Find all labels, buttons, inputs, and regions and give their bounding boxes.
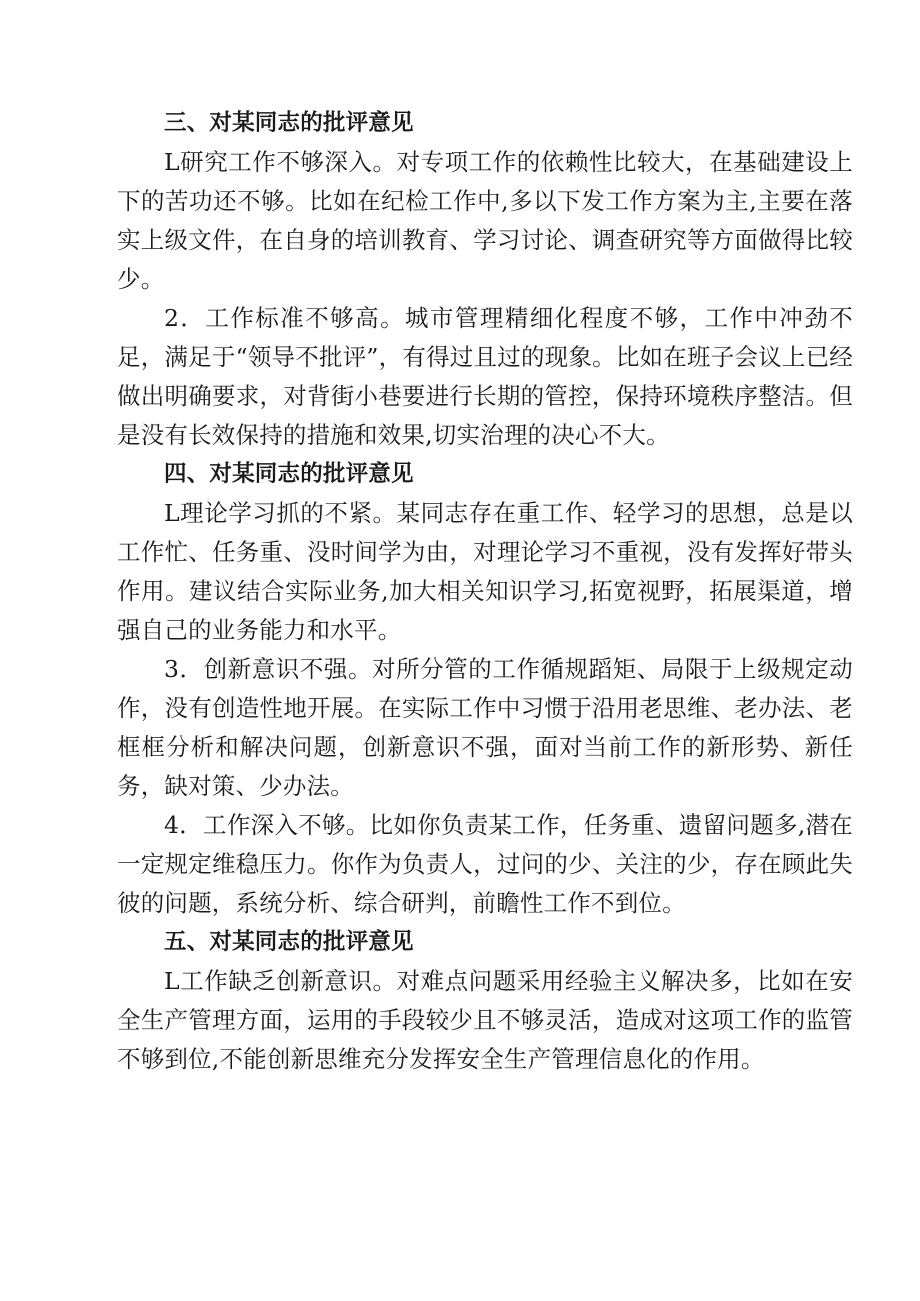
paragraph: 2．工作标准不够高。城市管理精细化程度不够，工作中冲劲不足，满足于“领导不批评”，有得过且过的现象。比如在班子会议上已经做出明确要求，对背街小巷要进行长期的管控，保持环境秩序整洁。但是没有长效保持的措施和效果,切实治理的决心不大。 xyxy=(117,304,853,449)
paragraph: L理论学习抓的不紧。某同志存在重工作、轻学习的思想，总是以工作忙、任务重、没时间学为由，对理论学习不重视，没有发挥好带头作用。建议结合实际业务,加大相关知识学习,拓宽视野，拓展渠道，增强自己的业务能力和水平。 xyxy=(117,499,853,644)
paragraph: L研究工作不够深入。对专项工作的依赖性比较大，在基础建设上下的苦功还不够。比如在纪检工作中,多以下发工作方案为主,主要在落实上级文件，在自身的培训教育、学习讨论、调查研究等方面做得比较少。 xyxy=(117,148,853,293)
section-heading-3: 三、对某同志的批评意见 xyxy=(164,110,414,136)
document-body xyxy=(117,104,853,1079)
paragraph: 3．创新意识不强。对所分管的工作循规蹈矩、局限于上级规定动作，没有创造性地开展。在实际工作中习惯于沿用老思维、老办法、老框框分析和解决问题，创新意识不强，面对当前工作的新形势、新任务，缺对策、少办法。 xyxy=(117,655,853,800)
paragraph: 4．工作深入不够。比如你负责某工作，任务重、遗留问题多,潜在一定规定维稳压力。你作为负责人，过问的少、关注的少，存在顾此失彼的问题，系统分析、综合研判，前瞻性工作不到位。 xyxy=(117,811,853,917)
section-heading-4: 四、对某同志的批评意见 xyxy=(164,461,414,487)
paragraph: L工作缺乏创新意识。对难点问题采用经验主义解决多，比如在安全生产管理方面，运用的手段较少且不够灵活，造成对这项工作的监管不够到位,不能创新思维充分发挥安全生产管理信息化的作用。 xyxy=(117,967,853,1073)
section-heading-5: 五、对某同志的批评意见 xyxy=(164,929,414,955)
